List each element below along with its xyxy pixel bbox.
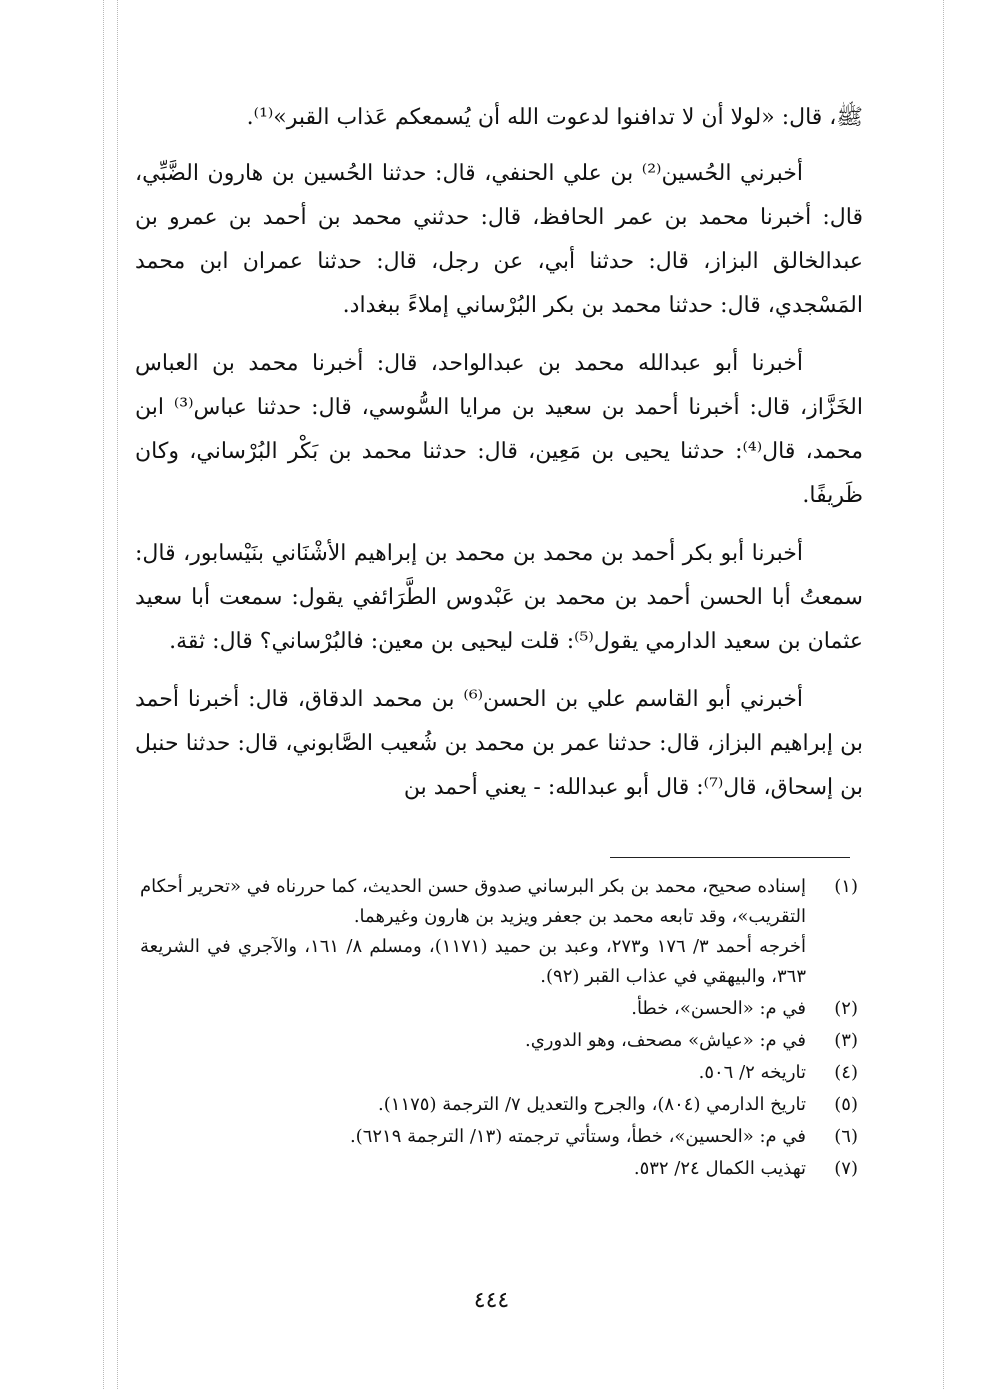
- footnote-number: (٥): [834, 1094, 858, 1115]
- footnote-number: (١): [834, 876, 858, 897]
- footnote-text: إسناده صحيح، محمد بن بكر البرساني صدوق حسن الحديث، كما حررناه في «تحرير أحكام التقريب»، وقد تابعه محمد بن جعفر ويزيد بن هارون وغيرهما.: [140, 876, 806, 927]
- footnote-text: تاريخه ٢/ ٥٠٦.: [698, 1062, 806, 1083]
- footnote: [140, 1154, 858, 1184]
- footnote-number: (٧): [834, 1158, 858, 1179]
- paragraph: أخبرني أبو القاسم علي بن الحسن⁽⁶⁾ بن محمد الدقاق، قال: أخبرنا أحمد بن إبراهيم البزاز، قال: حدثنا عمر بن محمد بن شُعيب الصَّابوني، قال: حدثنا حنبل بن إسحاق، قال⁽⁷⁾: قال أبو عبدالله: - يعني أحمد بن: [135, 687, 863, 800]
- footnotes: [140, 872, 858, 1186]
- paragraph: أخبرني الحُسين⁽²⁾ بن علي الحنفي، قال: حدثنا الحُسين بن هارون الضَّبِّي، قال: أخبرنا محمد بن عمر الحافظ، قال: حدثني محمد بن أحمد بن عمرو بن عبدالخالق البزاز، قال: حدثنا أبي، عن رجل، قال: حدثنا عمران ابن محمد المَسْجدي، قال: حدثنا محمد بن بكر البُرْساني إملاءً ببغداد.: [135, 161, 863, 318]
- footnote-text: في م: «الحسن»، خطأ.: [631, 998, 806, 1019]
- scan-artifact-line: [943, 0, 944, 1389]
- main-text: [135, 96, 863, 824]
- paragraph: ﷺ، قال: «لولا أن لا تدافنوا لدعوت الله أن يُسمعكم عَذاب القبر»⁽¹⁾.: [246, 105, 863, 130]
- footnote: [140, 1090, 858, 1120]
- footnote-number: (٢): [834, 998, 858, 1019]
- footnote-number: (٣): [834, 1030, 858, 1051]
- footnote-text: تاريخ الدارمي (٨٠٤)، والجرح والتعديل ٧/ الترجمة (١١٧٥).: [378, 1094, 806, 1115]
- paragraph: أخبرنا أبو عبدالله محمد بن عبدالواحد، قال: أخبرنا محمد بن العباس الخَزَّاز، قال: أخبرنا أحمد بن سعيد بن مرايا السُّوسي، قال: حدثنا عباس⁽³⁾ ابن محمد، قال⁽⁴⁾: حدثنا يحيى بن مَعِين، قال: حدثنا محمد بن بَكْر البُرْساني، وكان ظَريفًا.: [135, 351, 864, 508]
- page-number: ٤٤٤: [473, 1288, 510, 1313]
- footnote-text: تهذيب الكمال ٢٤/ ٥٣٢.: [633, 1158, 806, 1179]
- footnote-text: في م: «عياش» مصحف، وهو الدوري.: [524, 1030, 806, 1051]
- scan-artifact-line: [117, 0, 118, 1389]
- paragraph: أخبرنا أبو بكر أحمد بن محمد بن محمد بن إبراهيم الأشْنَاني بنَيْسابور، قال: سمعتُ أبا الحسن أحمد بن محمد بن عَبْدوس الطَّرَائفي يقول: سمعت أبا سعيد عثمان بن سعيد الدارمي يقول⁽⁵⁾: قلت ليحيى بن معين: فالبُرْساني؟ قال: ثقة.: [135, 541, 863, 654]
- footnote-number: (٤): [834, 1062, 858, 1083]
- footnote-separator: [610, 857, 850, 858]
- footnote-text: في م: «الحسين»، خطأ، وستأتي ترجمته (١٣/ الترجمة ٦٢١٩).: [349, 1126, 806, 1147]
- footnote: [140, 1058, 858, 1088]
- footnote-text: أخرجه أحمد ٣/ ١٧٦ و٢٧٣، وعبد بن حميد (١١٧١)، ومسلم ٨/ ١٦١، والآجري في الشريعة ٣٦٣، والبيهقي في عذاب القبر (٩٢).: [140, 936, 807, 987]
- footnote-number: (٦): [834, 1126, 858, 1147]
- footnote: [140, 994, 858, 1024]
- footnote: [140, 1026, 858, 1056]
- footnote: [140, 872, 858, 992]
- footnote: [140, 1122, 858, 1152]
- scan-artifact-line: [103, 0, 104, 1389]
